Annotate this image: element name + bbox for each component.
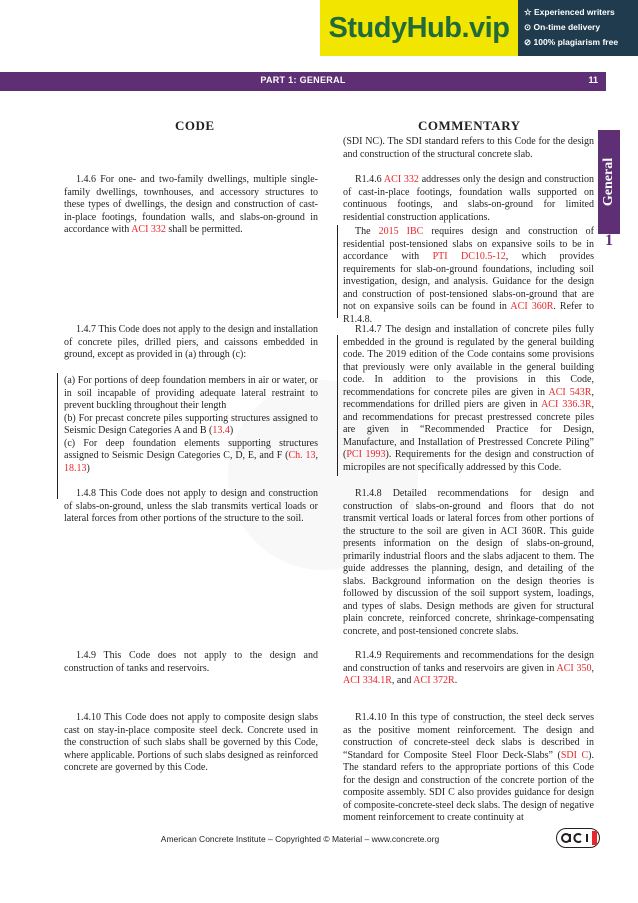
- chapter-number: 1: [605, 232, 613, 249]
- banner-feature-writers: ☆ Experienced writers: [524, 7, 615, 17]
- banner-features: [524, 5, 636, 50]
- change-bar: [337, 225, 338, 318]
- commentary-column-heading: COMMENTARY: [418, 118, 521, 133]
- code-1-4-7: 1.4.7 This Code does not apply to the design and installation of concrete piles, drilled piers, and caissons embedded in ground, except as provided in (a) through (c):: [64, 324, 319, 360]
- chapter-tab-label: General: [601, 157, 616, 207]
- ref-sdi-c[interactable]: SDI C: [560, 749, 589, 761]
- code-1-4-7-items: [64, 375, 318, 475]
- commentary-r1-4-9: R1.4.9 Requirements and recommendations for the design and construction of tanks and reservoirs are given in ACI 350, ACI 334.1R, and ACI 372R.: [343, 650, 594, 686]
- commentary-r1-4-8: R1.4.8 Detailed recommendations for design and construction of slabs-on-ground and floors that do not transmit vertical loads or lateral forces from other portions of the structure to the soil are given in ACI 360R. This guide presents information on the design of slabs-on-ground, primarily industrial floors and the slabs adjacent to them. The guide addresses the planning, design, and detailing of the slabs. Background information on the design theories is followed by discussion of the soil support system, loadings, and types of slabs. Design methods are given for structural plain concrete, reinforced concrete, shrinkage-compensating concrete, and post-tensioned concrete slabs.: [343, 488, 594, 637]
- ref-18-13[interactable]: 18.13: [64, 462, 87, 474]
- ref-aci-543r[interactable]: ACI 543R: [548, 386, 592, 398]
- commentary-r1-4-6: R1.4.6 ACI 332 addresses only the design and construction of cast-in-place footings, foundation walls supported on continuous footings, and slabs-on-ground for limited residential construction applications.: [343, 174, 594, 223]
- studyhub-logo[interactable]: StudyHub.vip: [320, 0, 518, 56]
- aci-logo-icon: [556, 828, 600, 848]
- page-header: [0, 72, 606, 91]
- ref-aci-350[interactable]: ACI 350: [556, 662, 592, 674]
- ref-aci-332[interactable]: ACI 332: [383, 174, 419, 185]
- code-1-4-7-c: (c) For deep foundation elements supporting structures assigned to Seismic Design Categories C, D, E, and F (Ch. 13, 18.13): [64, 437, 319, 474]
- ref-aci-372r[interactable]: ACI 372R: [413, 675, 455, 686]
- code-1-4-7-a: (a) For portions of deep foundation members in air or water, or in soil incapable of providing adequate lateral restraint to prevent buckling throughout their length: [64, 375, 318, 411]
- banner-feature-plagiarism: ⊘ 100% plagiarism free: [524, 37, 619, 47]
- change-bar: [57, 373, 58, 499]
- ref-pti-dc10[interactable]: PTI DC10.5-12: [432, 251, 506, 262]
- code-1-4-8: 1.4.8 This Code does not apply to design and construction of slabs-on-ground, unless the slab transmits vertical loads or lateral forces from other portions of the structure to the soil.: [64, 488, 318, 524]
- code-column-heading: CODE: [175, 118, 215, 133]
- chapter-tab: [598, 130, 620, 234]
- code-1-4-7-b: (b) For precast concrete piles supporting structures assigned to Seismic Design Categories A and B (13.4): [64, 412, 318, 436]
- page-number: 11: [588, 75, 598, 85]
- ref-13-4[interactable]: 13.4: [212, 425, 230, 436]
- page-footer: American Concrete Institute – Copyrighted © Material – www.concrete.org: [160, 834, 440, 844]
- change-bar: [337, 335, 338, 476]
- banner-feature-delivery: ⊙ On-time delivery: [524, 22, 601, 32]
- commentary-intro: (SDI NC). The SDI standard refers to this Code for the design and construction of the structural concrete slab.: [343, 136, 594, 160]
- ref-2015-ibc[interactable]: 2015 IBC: [378, 226, 424, 237]
- commentary-r1-4-6-p2: The 2015 IBC requires design and construction of residential post-tensioned slabs on expansive soils to be in accordance with PTI DC10.5-12, which provides requirements for slab-on-ground foundations, including soil investigation, design, and analysis. Guidance for the design and construction of post-tensioned slabs-on-ground that are not on expansive soils can be found in ACI 360R. Refer to R1.4.8.: [343, 226, 595, 325]
- ad-banner[interactable]: [320, 0, 638, 56]
- code-1-4-10: 1.4.10 This Code does not apply to composite design slabs cast on stay-in-place composite steel deck. Concrete used in the construction of such slabs shall be governed by this Code, where applicable. Portions of such slabs designed as reinforced concrete are governed by this Code.: [64, 712, 318, 773]
- commentary-r1-4-10: R1.4.10 In this type of construction, the steel deck serves as the positive moment reinforcement. The design and construction of concrete-steel deck slabs is described in “Standard for Composite Steel Floor Deck-Slabs” (SDI C). The standard refers to the appropriate portions of this Code for the design and construction of the concrete portion of the composite assembly. SDI C also provides guidance for design of composite-concrete-steel deck slabs. The design of negative moment reinforcement to create continuity at: [343, 712, 594, 823]
- ref-aci-336-3r[interactable]: ACI 336.3R: [541, 399, 592, 410]
- code-1-4-6: 1.4.6 For one- and two-family dwellings, multiple single-family dwellings, townhouses, and accessory structures to these types of dwellings, the design and construction of cast-in-place footings, foundation walls, and slabs-on-ground in accordance with ACI 332 shall be permitted.: [64, 174, 318, 235]
- ref-aci-332[interactable]: ACI 332: [131, 224, 166, 235]
- commentary-r1-4-7: R1.4.7 The design and installation of concrete piles fully embedded in the ground is regulated by the general building code. The 2019 edition of the Code contains some provisions that previously were only available in the general building code. In addition to the provisions in this Code, recommendations for concrete piles are given in ACI 543R, recommendations for drilled piers are given in ACI 336.3R, and recommendations for precast prestressed concrete piles are given in “Recommended Practice for Design, Manufacture, and Installation of Prestressed Concrete Piling” (PCI 1993). Requirements for the design and construction of micropiles are not specifically addressed by this Code.: [343, 324, 595, 473]
- ref-aci-334-1r[interactable]: ACI 334.1R: [343, 675, 392, 686]
- ref-pci-1993[interactable]: PCI 1993: [346, 449, 386, 460]
- code-1-4-9: 1.4.9 This Code does not apply to the design and construction of tanks and reservoirs.: [64, 650, 318, 674]
- part-title: PART 1: GENERAL: [260, 75, 346, 85]
- ref-aci-360r[interactable]: ACI 360R: [510, 301, 554, 312]
- ref-ch-13[interactable]: Ch. 13: [288, 450, 316, 461]
